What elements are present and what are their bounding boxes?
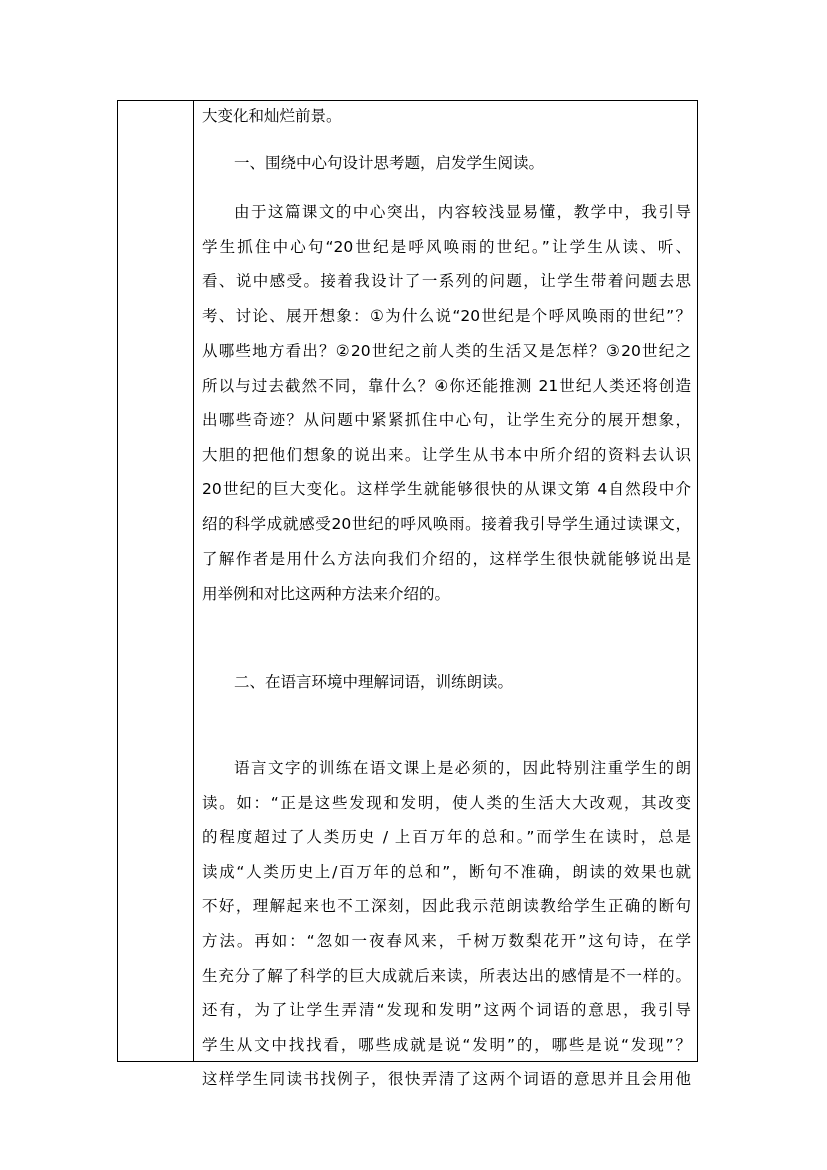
text-line: 这样学生同读书找例子，很快弄清了这两个词语的意思并且会用他	[202, 1070, 691, 1088]
section-heading-2: 二、在语言环境中理解词语，训练朗读。	[234, 673, 514, 691]
text-line: 考、讨论、展开想象：①为什么说“20世纪是个呼风唤雨的世纪”？	[202, 307, 691, 325]
text-line: 看、说中感受。接着我设计了一系列的问题，让学生带着问题去思	[202, 272, 691, 290]
section-heading-1: 一、围绕中心句设计思考题，启发学生阅读。	[234, 154, 545, 172]
text-line: 读。如：“正是这些发现和发明，使人类的生活大大改观，其改变	[202, 794, 691, 812]
text-line: 了解作者是用什么方法向我们介绍的，这样学生很快就能够说出是	[202, 550, 691, 568]
text-line: 的程度超过了人类历史 / 上百万年的总和。”而学生在读时，总是	[202, 828, 691, 846]
text-line: 不好，理解起来也不工深刻，因此我示范朗读教给学生正确的断句	[202, 897, 691, 915]
text-line: 方法。再如：“忽如一夜春风来，千树万数梨花开”这句诗，在学	[202, 932, 691, 950]
text-line: 生充分了解了科学的巨大成就后来读，所表达出的感情是不一样的。	[202, 967, 691, 985]
text-line: 学生从文中找找看，哪些成就是说“发明”的，哪些是说“发现”？	[202, 1036, 691, 1054]
text-line: 由于这篇课文的中心突出，内容较浅显易懂，教学中，我引导	[234, 203, 691, 221]
document-table	[117, 100, 698, 1088]
text-line: 学生抓住中心句“20世纪是呼风唤雨的世纪。”让学生从读、听、	[202, 238, 691, 256]
text-line: 大变化和灿烂前景。	[202, 107, 342, 125]
text-line: 绍的科学成就感受20世纪的呼风唤雨。接着我引导学生通过读课文，	[202, 515, 691, 533]
text-line: 从哪些地方看出？②20世纪之前人类的生活又是怎样？③20世纪之	[202, 342, 691, 360]
table-content-cell	[194, 101, 697, 1088]
text-line: 读成“人类历史上/百万年的总和”，断句不准确，朗读的效果也就	[202, 863, 691, 881]
table-left-column	[118, 101, 194, 1061]
text-line: 还有，为了让学生弄清“发现和发明”这两个词语的意思，我引导	[202, 1001, 691, 1019]
text-line: 20世纪的巨大变化。这样学生就能够很快的从课文第 4自然段中介	[202, 480, 691, 498]
text-line: 语言文字的训练在语文课上是必须的，因此特别注重学生的朗	[234, 759, 691, 777]
text-line: 大胆的把他们想象的说出来。让学生从书本中所介绍的资料去认识	[202, 446, 691, 464]
text-line: 出哪些奇迹？从问题中紧紧抓住中心句，让学生充分的展开想象，	[202, 411, 691, 429]
text-line: 所以与过去截然不同，靠什么？④你还能推测 21世纪人类还将创造	[202, 377, 691, 395]
text-line: 用举例和对比这两种方法来介绍的。	[202, 585, 451, 603]
